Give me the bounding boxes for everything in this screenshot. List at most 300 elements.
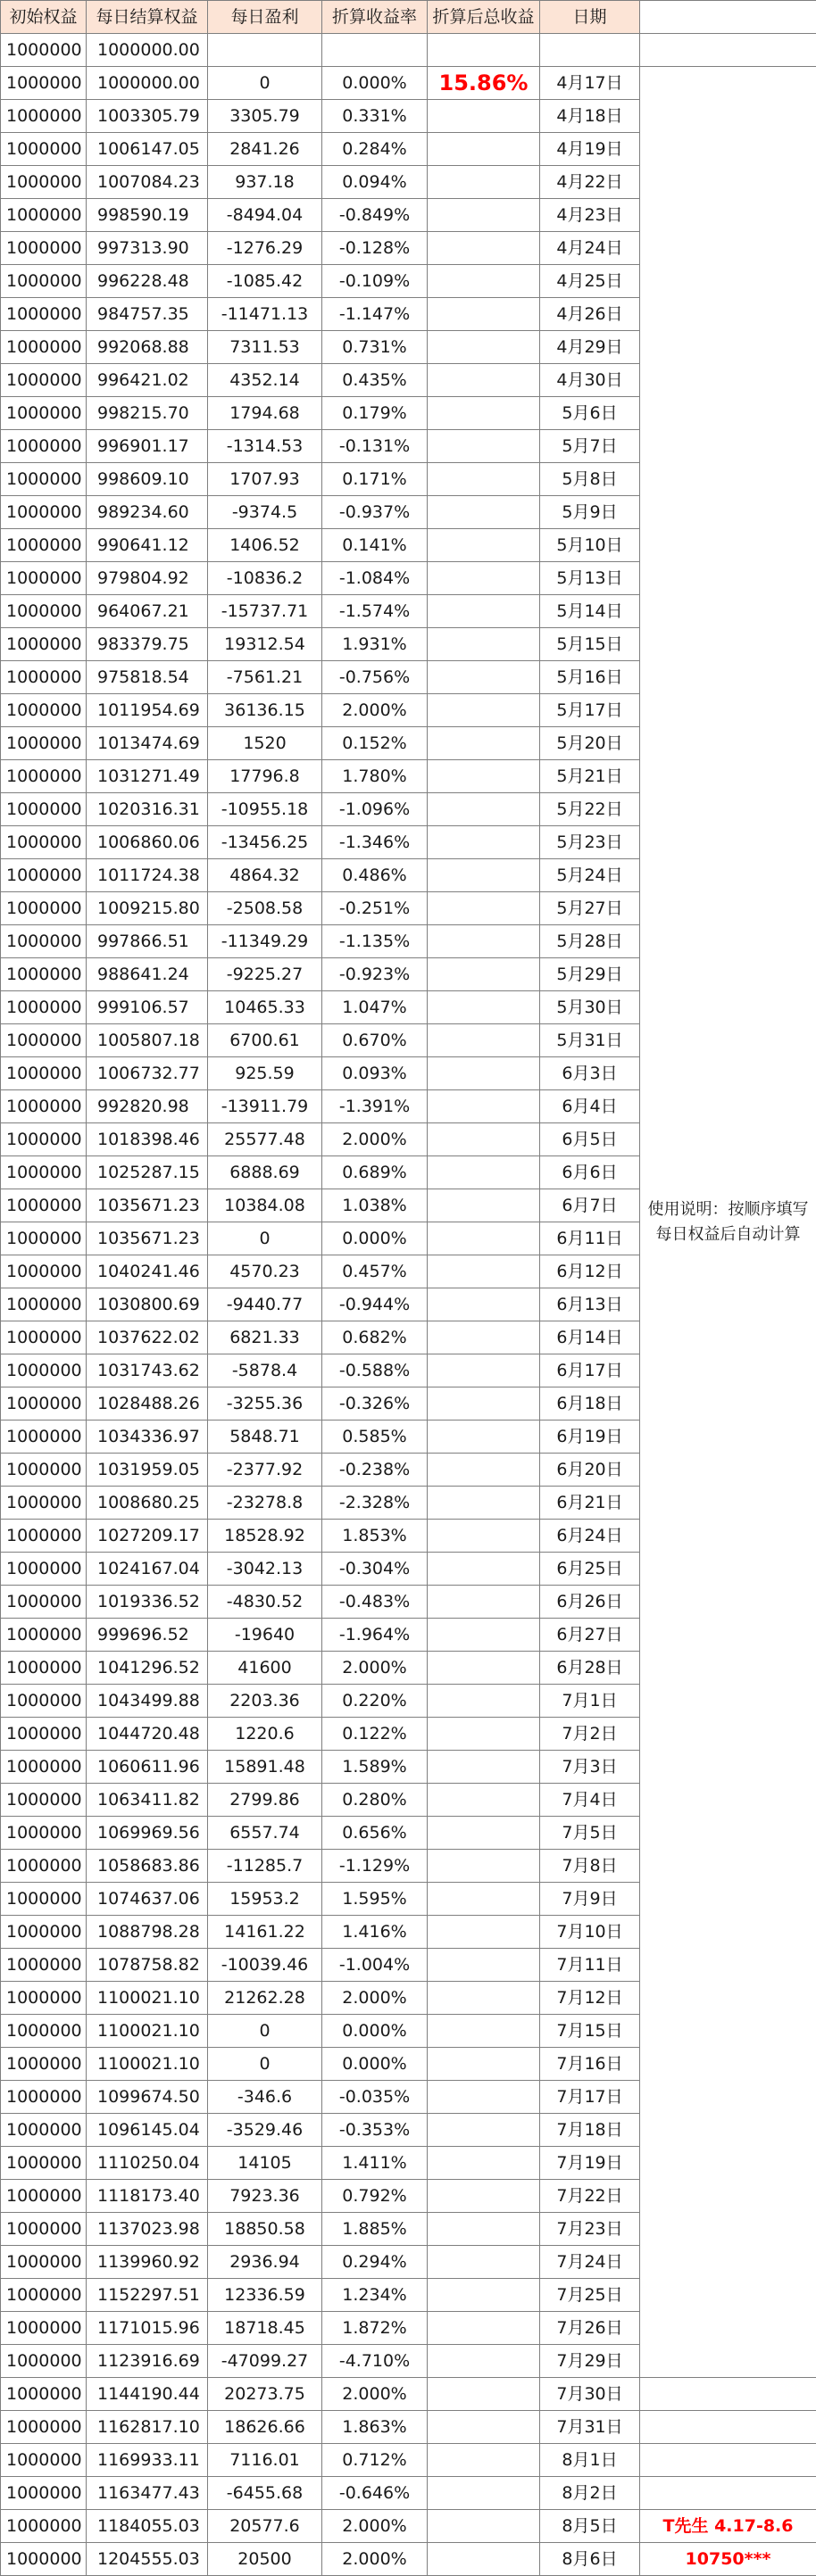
cell-daily-profit[interactable]: 0 (208, 2015, 322, 2048)
cell-total-return-empty[interactable] (428, 232, 540, 265)
cell-date[interactable]: 7月22日 (540, 2180, 640, 2213)
cell-total-return-empty[interactable] (428, 265, 540, 298)
cell-daily-profit[interactable]: 2799.86 (208, 1784, 322, 1817)
cell-initial-equity[interactable]: 1000000 (1, 1718, 87, 1751)
cell-empty[interactable] (640, 2378, 816, 2411)
cell-daily-profit[interactable]: 2203.36 (208, 1685, 322, 1718)
cell-return-rate[interactable]: -1.574% (322, 595, 428, 628)
cell-daily-profit[interactable]: 1520 (208, 727, 322, 760)
cell-initial-equity[interactable]: 1000000 (1, 2312, 87, 2345)
cell-initial-equity[interactable]: 1000000 (1, 1949, 87, 1982)
cell-total-return[interactable] (428, 67, 540, 100)
cell-total-return-empty[interactable] (428, 859, 540, 892)
cell-date[interactable]: 6月12日 (540, 1255, 640, 1288)
cell-initial-equity[interactable]: 1000000 (1, 925, 87, 958)
cell-total-return-empty[interactable] (428, 1949, 540, 1982)
cell-total-return-empty[interactable] (428, 925, 540, 958)
cell-return-rate[interactable]: 1.885% (322, 2213, 428, 2246)
cell-initial-equity[interactable]: 1000000 (1, 364, 87, 397)
cell-settlement-equity[interactable]: 998590.19 (87, 199, 208, 232)
cell-total-return-empty[interactable] (428, 2477, 540, 2510)
cell-initial-equity[interactable]: 1000000 (1, 1421, 87, 1454)
cell-initial-equity[interactable]: 1000000 (1, 2048, 87, 2081)
cell-daily-profit[interactable]: 17796.8 (208, 760, 322, 793)
cell-settlement-equity[interactable]: 1044720.48 (87, 1718, 208, 1751)
cell-date[interactable]: 5月14日 (540, 595, 640, 628)
cell-date[interactable]: 5月28日 (540, 925, 640, 958)
cell-return-rate[interactable]: 0.689% (322, 1156, 428, 1189)
cell-date[interactable]: 6月27日 (540, 1619, 640, 1652)
cell-total-return-empty[interactable] (428, 1288, 540, 1321)
cell-total-return-empty[interactable] (428, 826, 540, 859)
cell-total-return-empty[interactable] (428, 892, 540, 925)
cell-return-rate[interactable]: 2.000% (322, 2543, 428, 2576)
cell-daily-profit[interactable]: 1794.68 (208, 397, 322, 430)
cell-daily-profit[interactable]: 6557.74 (208, 1817, 322, 1850)
cell-initial-equity[interactable]: 1000000 (1, 1189, 87, 1222)
cell-date[interactable]: 5月29日 (540, 958, 640, 991)
cell-initial-equity[interactable]: 1000000 (1, 2279, 87, 2312)
cell-total-return-empty[interactable] (428, 298, 540, 331)
cell-initial-equity[interactable]: 1000000 (1, 1487, 87, 1520)
cell-daily-profit[interactable]: -4830.52 (208, 1586, 322, 1619)
cell-settlement-equity[interactable]: 1100021.10 (87, 2015, 208, 2048)
cell-total-return-empty[interactable] (428, 1685, 540, 1718)
cell-return-rate[interactable]: 2.000% (322, 1123, 428, 1156)
cell-settlement-equity[interactable]: 1099674.50 (87, 2081, 208, 2114)
cell-settlement-equity[interactable]: 999106.57 (87, 991, 208, 1024)
cell-return-rate[interactable]: -1.129% (322, 1850, 428, 1883)
cell-daily-profit[interactable]: -3529.46 (208, 2114, 322, 2147)
cell-initial-equity[interactable]: 1000000 (1, 166, 87, 199)
cell-total-return-empty[interactable] (428, 364, 540, 397)
cell-daily-profit[interactable]: -1085.42 (208, 265, 322, 298)
cell-daily-profit[interactable]: -2508.58 (208, 892, 322, 925)
cell-daily-profit[interactable]: -10836.2 (208, 562, 322, 595)
cell-date[interactable]: 6月17日 (540, 1354, 640, 1387)
cell-date[interactable]: 7月17日 (540, 2081, 640, 2114)
cell-initial-equity[interactable]: 1000000 (1, 1057, 87, 1090)
cell-settlement-equity[interactable]: 1034336.97 (87, 1421, 208, 1454)
cell-date[interactable]: 6月6日 (540, 1156, 640, 1189)
cell-daily-profit[interactable]: -9225.27 (208, 958, 322, 991)
cell-total-return-empty[interactable] (428, 2180, 540, 2213)
cell-date[interactable]: 7月30日 (540, 2378, 640, 2411)
cell-total-return-empty[interactable] (428, 628, 540, 661)
cell-initial-equity[interactable]: 1000000 (1, 2543, 87, 2576)
cell-return-rate[interactable]: -0.109% (322, 265, 428, 298)
cell-total-return-empty[interactable] (428, 2510, 540, 2543)
cell-total-return-empty[interactable] (428, 1817, 540, 1850)
cell-settlement-equity[interactable]: 1008680.25 (87, 1487, 208, 1520)
cell-return-rate[interactable]: -1.391% (322, 1090, 428, 1123)
cell-daily-profit[interactable]: -10955.18 (208, 793, 322, 826)
cell-initial-equity[interactable]: 1000000 (1, 1553, 87, 1586)
cell-return-rate[interactable]: 0.000% (322, 2015, 428, 2048)
cell-total-return-empty[interactable] (428, 1387, 540, 1421)
cell-return-rate[interactable]: 0.171% (322, 463, 428, 496)
cell-daily-profit[interactable]: 2841.26 (208, 133, 322, 166)
cell-date[interactable]: 5月9日 (540, 496, 640, 529)
cell-initial-equity[interactable]: 1000000 (1, 397, 87, 430)
cell-settlement-equity[interactable]: 1139960.92 (87, 2246, 208, 2279)
cell-initial-equity[interactable]: 1000000 (1, 2378, 87, 2411)
cell-initial-equity[interactable]: 1000000 (1, 2444, 87, 2477)
cell-total-return-empty[interactable] (428, 1850, 540, 1883)
cell-daily-profit[interactable]: 4352.14 (208, 364, 322, 397)
cell-date[interactable]: 5月20日 (540, 727, 640, 760)
cell-daily-profit[interactable]: 19312.54 (208, 628, 322, 661)
cell-initial-equity[interactable]: 1000000 (1, 727, 87, 760)
cell-settlement-equity[interactable]: 1137023.98 (87, 2213, 208, 2246)
cell-settlement-equity[interactable]: 1007084.23 (87, 166, 208, 199)
cell-daily-profit[interactable]: 18528.92 (208, 1520, 322, 1553)
cell-daily-profit[interactable]: -23278.8 (208, 1487, 322, 1520)
cell-date[interactable]: 7月8日 (540, 1850, 640, 1883)
cell-total-return-empty[interactable] (428, 595, 540, 628)
cell-total-return-empty[interactable] (428, 1718, 540, 1751)
cell-settlement-equity[interactable]: 1078758.82 (87, 1949, 208, 1982)
cell-date[interactable]: 4月18日 (540, 100, 640, 133)
cell-settlement-equity[interactable]: 997866.51 (87, 925, 208, 958)
cell-return-rate[interactable]: 0.435% (322, 364, 428, 397)
cell-return-rate[interactable]: -0.326% (322, 1387, 428, 1421)
cell-initial-equity[interactable]: 1000000 (1, 2114, 87, 2147)
cell-settlement-equity[interactable]: 998609.10 (87, 463, 208, 496)
cell-total-return-empty[interactable] (428, 199, 540, 232)
cell-settlement-equity[interactable]: 996901.17 (87, 430, 208, 463)
cell-initial-equity[interactable]: 1000000 (1, 1090, 87, 1123)
cell-date[interactable]: 6月20日 (540, 1454, 640, 1487)
cell-total-return-empty[interactable] (428, 166, 540, 199)
cell-initial-equity[interactable]: 1000000 (1, 1354, 87, 1387)
cell-return-rate[interactable]: 0.280% (322, 1784, 428, 1817)
cell-total-return-empty[interactable] (428, 1652, 540, 1685)
cell-date[interactable]: 6月18日 (540, 1387, 640, 1421)
cell-daily-profit[interactable]: 4864.32 (208, 859, 322, 892)
cell-settlement-equity[interactable]: 984757.35 (87, 298, 208, 331)
cell-return-rate[interactable]: 1.234% (322, 2279, 428, 2312)
cell-daily-profit[interactable]: -1314.53 (208, 430, 322, 463)
cell-total-return-empty[interactable] (428, 2213, 540, 2246)
cell-date[interactable]: 6月26日 (540, 1586, 640, 1619)
cell-initial-equity[interactable]: 1000000 (1, 2147, 87, 2180)
cell-initial-equity[interactable]: 1000000 (1, 34, 87, 67)
cell-total-return-empty[interactable] (428, 1883, 540, 1916)
cell-return-rate[interactable]: -0.483% (322, 1586, 428, 1619)
cell-initial-equity[interactable]: 1000000 (1, 529, 87, 562)
cell-total-return-empty[interactable] (428, 1586, 540, 1619)
cell-settlement-equity[interactable]: 1028488.26 (87, 1387, 208, 1421)
cell-settlement-equity[interactable]: 1169933.11 (87, 2444, 208, 2477)
cell-daily-profit[interactable]: 7311.53 (208, 331, 322, 364)
cell-initial-equity[interactable]: 1000000 (1, 2015, 87, 2048)
cell-return-rate[interactable]: -1.964% (322, 1619, 428, 1652)
cell-daily-profit[interactable]: -9440.77 (208, 1288, 322, 1321)
cell-initial-equity[interactable]: 1000000 (1, 1916, 87, 1949)
cell-return-rate[interactable]: -1.147% (322, 298, 428, 331)
cell-settlement-equity[interactable]: 1171015.96 (87, 2312, 208, 2345)
cell-return-rate[interactable]: 0.792% (322, 2180, 428, 2213)
cell-settlement-equity[interactable]: 1163477.43 (87, 2477, 208, 2510)
cell-settlement-equity[interactable]: 1110250.04 (87, 2147, 208, 2180)
cell-total-return-empty[interactable] (428, 2147, 540, 2180)
cell-daily-profit[interactable]: -7561.21 (208, 661, 322, 694)
cell-total-return-empty[interactable] (428, 1156, 540, 1189)
cell-daily-profit[interactable]: 18850.58 (208, 2213, 322, 2246)
cell-total-return-empty[interactable] (428, 991, 540, 1024)
cell-initial-equity[interactable]: 1000000 (1, 430, 87, 463)
cell-initial-equity[interactable]: 1000000 (1, 1586, 87, 1619)
cell-date[interactable]: 5月17日 (540, 694, 640, 727)
cell-total-return-empty[interactable] (428, 1520, 540, 1553)
cell-date[interactable]: 8月5日 (540, 2510, 640, 2543)
cell-return-rate[interactable]: -2.328% (322, 1487, 428, 1520)
cell-settlement-equity[interactable]: 1000000.00 (87, 67, 208, 100)
cell-initial-equity[interactable]: 1000000 (1, 628, 87, 661)
cell-date[interactable]: 5月21日 (540, 760, 640, 793)
cell-settlement-equity[interactable]: 1003305.79 (87, 100, 208, 133)
cell-initial-equity[interactable]: 1000000 (1, 595, 87, 628)
cell-daily-profit[interactable]: -19640 (208, 1619, 322, 1652)
cell-daily-profit[interactable]: 21262.28 (208, 1982, 322, 2015)
cell-initial-equity[interactable]: 1000000 (1, 2411, 87, 2444)
cell-return-rate[interactable]: -0.035% (322, 2081, 428, 2114)
cell-total-return-empty[interactable] (428, 1222, 540, 1255)
cell-date[interactable]: 5月22日 (540, 793, 640, 826)
cell-initial-equity[interactable]: 1000000 (1, 1288, 87, 1321)
cell-initial-equity[interactable]: 1000000 (1, 2477, 87, 2510)
cell-date[interactable]: 4月29日 (540, 331, 640, 364)
cell-return-rate[interactable]: 0.331% (322, 100, 428, 133)
cell-date[interactable]: 5月16日 (540, 661, 640, 694)
cell-daily-profit[interactable]: -13456.25 (208, 826, 322, 859)
cell-total-return-empty[interactable] (428, 1123, 540, 1156)
cell-total-return-empty[interactable] (428, 1255, 540, 1288)
cell-return-rate[interactable]: -1.084% (322, 562, 428, 595)
cell-settlement-equity[interactable]: 1000000.00 (87, 34, 208, 67)
cell-date[interactable]: 5月15日 (540, 628, 640, 661)
cell-date[interactable]: 6月13日 (540, 1288, 640, 1321)
cell-return-rate[interactable]: 0.141% (322, 529, 428, 562)
cell-date[interactable]: 7月9日 (540, 1883, 640, 1916)
cell-date[interactable]: 7月18日 (540, 2114, 640, 2147)
cell-initial-equity[interactable]: 1000000 (1, 661, 87, 694)
signature-line2[interactable] (640, 2543, 816, 2576)
cell-daily-profit[interactable]: 0 (208, 1222, 322, 1255)
cell-return-rate[interactable]: 0.682% (322, 1321, 428, 1354)
cell-settlement-equity[interactable]: 1031271.49 (87, 760, 208, 793)
cell-initial-equity[interactable]: 1000000 (1, 562, 87, 595)
cell-total-return-empty[interactable] (428, 1916, 540, 1949)
cell-return-rate[interactable]: -0.756% (322, 661, 428, 694)
cell-daily-profit[interactable]: 6888.69 (208, 1156, 322, 1189)
cell-total-return-empty[interactable] (428, 100, 540, 133)
cell-return-rate[interactable]: -0.646% (322, 2477, 428, 2510)
cell-settlement-equity[interactable]: 1063411.82 (87, 1784, 208, 1817)
cell-settlement-equity[interactable]: 1027209.17 (87, 1520, 208, 1553)
cell-settlement-equity[interactable]: 1144190.44 (87, 2378, 208, 2411)
cell-date[interactable]: 7月2日 (540, 1718, 640, 1751)
cell-date[interactable]: 4月26日 (540, 298, 640, 331)
cell-return-rate[interactable]: 1.589% (322, 1751, 428, 1784)
cell-daily-profit[interactable]: 18626.66 (208, 2411, 322, 2444)
cell-daily-profit[interactable]: 14161.22 (208, 1916, 322, 1949)
cell-return-rate[interactable]: 0.486% (322, 859, 428, 892)
cell-total-return-empty[interactable] (428, 661, 540, 694)
cell-settlement-equity[interactable]: 996421.02 (87, 364, 208, 397)
cell-daily-profit[interactable]: -9374.5 (208, 496, 322, 529)
cell-return-rate[interactable]: 0.712% (322, 2444, 428, 2477)
cell-settlement-equity[interactable]: 1162817.10 (87, 2411, 208, 2444)
cell-date[interactable]: 7月12日 (540, 1982, 640, 2015)
cell-initial-equity[interactable]: 1000000 (1, 1123, 87, 1156)
cell-daily-profit[interactable]: 10465.33 (208, 991, 322, 1024)
cell-daily-profit[interactable]: 41600 (208, 1652, 322, 1685)
cell-date[interactable]: 7月3日 (540, 1751, 640, 1784)
cell-daily-profit[interactable]: -5878.4 (208, 1354, 322, 1387)
cell-return-rate[interactable]: 0.000% (322, 2048, 428, 2081)
cell-date[interactable]: 4月24日 (540, 232, 640, 265)
cell-settlement-equity[interactable]: 992068.88 (87, 331, 208, 364)
cell-return-rate[interactable]: 1.595% (322, 1883, 428, 1916)
cell-total-return-empty[interactable] (428, 397, 540, 430)
cell-daily-profit[interactable]: 15891.48 (208, 1751, 322, 1784)
cell-total-return-empty[interactable] (428, 2378, 540, 2411)
cell-date[interactable]: 4月23日 (540, 199, 640, 232)
cell-daily-profit[interactable]: 18718.45 (208, 2312, 322, 2345)
cell-return-rate[interactable]: -0.251% (322, 892, 428, 925)
cell-initial-equity[interactable]: 1000000 (1, 133, 87, 166)
cell-total-return-empty[interactable] (428, 529, 540, 562)
cell-date[interactable]: 7月1日 (540, 1685, 640, 1718)
cell-date[interactable]: 4月25日 (540, 265, 640, 298)
cell-daily-profit[interactable]: -15737.71 (208, 595, 322, 628)
cell-total-return-empty[interactable] (428, 1784, 540, 1817)
cell-total-return-empty[interactable] (428, 562, 540, 595)
cell-settlement-equity[interactable]: 1006147.05 (87, 133, 208, 166)
cell-return-rate[interactable]: -4.710% (322, 2345, 428, 2378)
cell-total-return-empty[interactable] (428, 2081, 540, 2114)
cell-empty[interactable] (640, 34, 816, 67)
cell-daily-profit[interactable]: -13911.79 (208, 1090, 322, 1123)
cell-date[interactable]: 7月11日 (540, 1949, 640, 1982)
cell-daily-profit[interactable]: 937.18 (208, 166, 322, 199)
cell-return-rate[interactable]: -0.944% (322, 1288, 428, 1321)
cell-settlement-equity[interactable]: 975818.54 (87, 661, 208, 694)
cell-date[interactable]: 7月16日 (540, 2048, 640, 2081)
cell-initial-equity[interactable]: 1000000 (1, 463, 87, 496)
cell-settlement-equity[interactable]: 1025287.15 (87, 1156, 208, 1189)
cell-empty[interactable] (322, 34, 428, 67)
cell-initial-equity[interactable]: 1000000 (1, 1685, 87, 1718)
cell-settlement-equity[interactable]: 1074637.06 (87, 1883, 208, 1916)
cell-date[interactable]: 6月4日 (540, 1090, 640, 1123)
cell-date[interactable]: 6月7日 (540, 1189, 640, 1222)
cell-total-return-empty[interactable] (428, 1751, 540, 1784)
cell-date[interactable]: 5月30日 (540, 991, 640, 1024)
cell-empty[interactable] (640, 2477, 816, 2510)
cell-settlement-equity[interactable]: 998215.70 (87, 397, 208, 430)
cell-return-rate[interactable]: 0.122% (322, 1718, 428, 1751)
cell-daily-profit[interactable]: 7923.36 (208, 2180, 322, 2213)
cell-empty[interactable] (540, 34, 640, 67)
cell-settlement-equity[interactable]: 1035671.23 (87, 1222, 208, 1255)
cell-initial-equity[interactable]: 1000000 (1, 991, 87, 1024)
cell-initial-equity[interactable]: 1000000 (1, 2345, 87, 2378)
cell-return-rate[interactable]: 0.670% (322, 1024, 428, 1057)
cell-return-rate[interactable]: 0.093% (322, 1057, 428, 1090)
cell-daily-profit[interactable]: -3255.36 (208, 1387, 322, 1421)
cell-daily-profit[interactable]: 0 (208, 2048, 322, 2081)
cell-date[interactable]: 6月14日 (540, 1321, 640, 1354)
cell-return-rate[interactable]: -1.346% (322, 826, 428, 859)
cell-daily-profit[interactable]: 36136.15 (208, 694, 322, 727)
cell-return-rate[interactable]: 1.863% (322, 2411, 428, 2444)
cell-initial-equity[interactable]: 1000000 (1, 2213, 87, 2246)
cell-initial-equity[interactable]: 1000000 (1, 100, 87, 133)
cell-date[interactable]: 6月5日 (540, 1123, 640, 1156)
cell-initial-equity[interactable]: 1000000 (1, 232, 87, 265)
cell-date[interactable]: 7月10日 (540, 1916, 640, 1949)
cell-settlement-equity[interactable]: 1030800.69 (87, 1288, 208, 1321)
cell-settlement-equity[interactable]: 1088798.28 (87, 1916, 208, 1949)
cell-empty[interactable] (640, 2444, 816, 2477)
cell-settlement-equity[interactable]: 1006732.77 (87, 1057, 208, 1090)
cell-return-rate[interactable]: 1.038% (322, 1189, 428, 1222)
cell-date[interactable]: 8月6日 (540, 2543, 640, 2576)
cell-settlement-equity[interactable]: 1031743.62 (87, 1354, 208, 1387)
cell-settlement-equity[interactable]: 1043499.88 (87, 1685, 208, 1718)
cell-return-rate[interactable]: 0.220% (322, 1685, 428, 1718)
cell-date[interactable]: 5月7日 (540, 430, 640, 463)
cell-settlement-equity[interactable]: 1009215.80 (87, 892, 208, 925)
cell-date[interactable]: 6月11日 (540, 1222, 640, 1255)
cell-return-rate[interactable]: 2.000% (322, 1652, 428, 1685)
cell-daily-profit[interactable]: 12336.59 (208, 2279, 322, 2312)
cell-initial-equity[interactable]: 1000000 (1, 496, 87, 529)
cell-initial-equity[interactable]: 1000000 (1, 1255, 87, 1288)
cell-settlement-equity[interactable]: 1024167.04 (87, 1553, 208, 1586)
cell-date[interactable]: 7月29日 (540, 2345, 640, 2378)
cell-initial-equity[interactable]: 1000000 (1, 760, 87, 793)
cell-date[interactable]: 7月24日 (540, 2246, 640, 2279)
cell-daily-profit[interactable]: -346.6 (208, 2081, 322, 2114)
cell-initial-equity[interactable]: 1000000 (1, 265, 87, 298)
cell-date[interactable]: 5月13日 (540, 562, 640, 595)
cell-date[interactable]: 5月10日 (540, 529, 640, 562)
cell-initial-equity[interactable]: 1000000 (1, 331, 87, 364)
cell-initial-equity[interactable]: 1000000 (1, 1222, 87, 1255)
cell-date[interactable]: 4月22日 (540, 166, 640, 199)
cell-date[interactable]: 5月24日 (540, 859, 640, 892)
cell-initial-equity[interactable]: 1000000 (1, 2510, 87, 2543)
cell-initial-equity[interactable]: 1000000 (1, 1784, 87, 1817)
cell-date[interactable]: 5月23日 (540, 826, 640, 859)
cell-daily-profit[interactable]: -2377.92 (208, 1454, 322, 1487)
cell-return-rate[interactable]: 0.000% (322, 67, 428, 100)
cell-settlement-equity[interactable]: 1096145.04 (87, 2114, 208, 2147)
cell-settlement-equity[interactable]: 1031959.05 (87, 1454, 208, 1487)
cell-daily-profit[interactable]: 25577.48 (208, 1123, 322, 1156)
cell-daily-profit[interactable]: -11285.7 (208, 1850, 322, 1883)
cell-return-rate[interactable]: 0.656% (322, 1817, 428, 1850)
cell-total-return-empty[interactable] (428, 430, 540, 463)
cell-settlement-equity[interactable]: 1152297.51 (87, 2279, 208, 2312)
cell-return-rate[interactable]: 0.000% (322, 1222, 428, 1255)
cell-initial-equity[interactable]: 1000000 (1, 2180, 87, 2213)
cell-settlement-equity[interactable]: 1035671.23 (87, 1189, 208, 1222)
